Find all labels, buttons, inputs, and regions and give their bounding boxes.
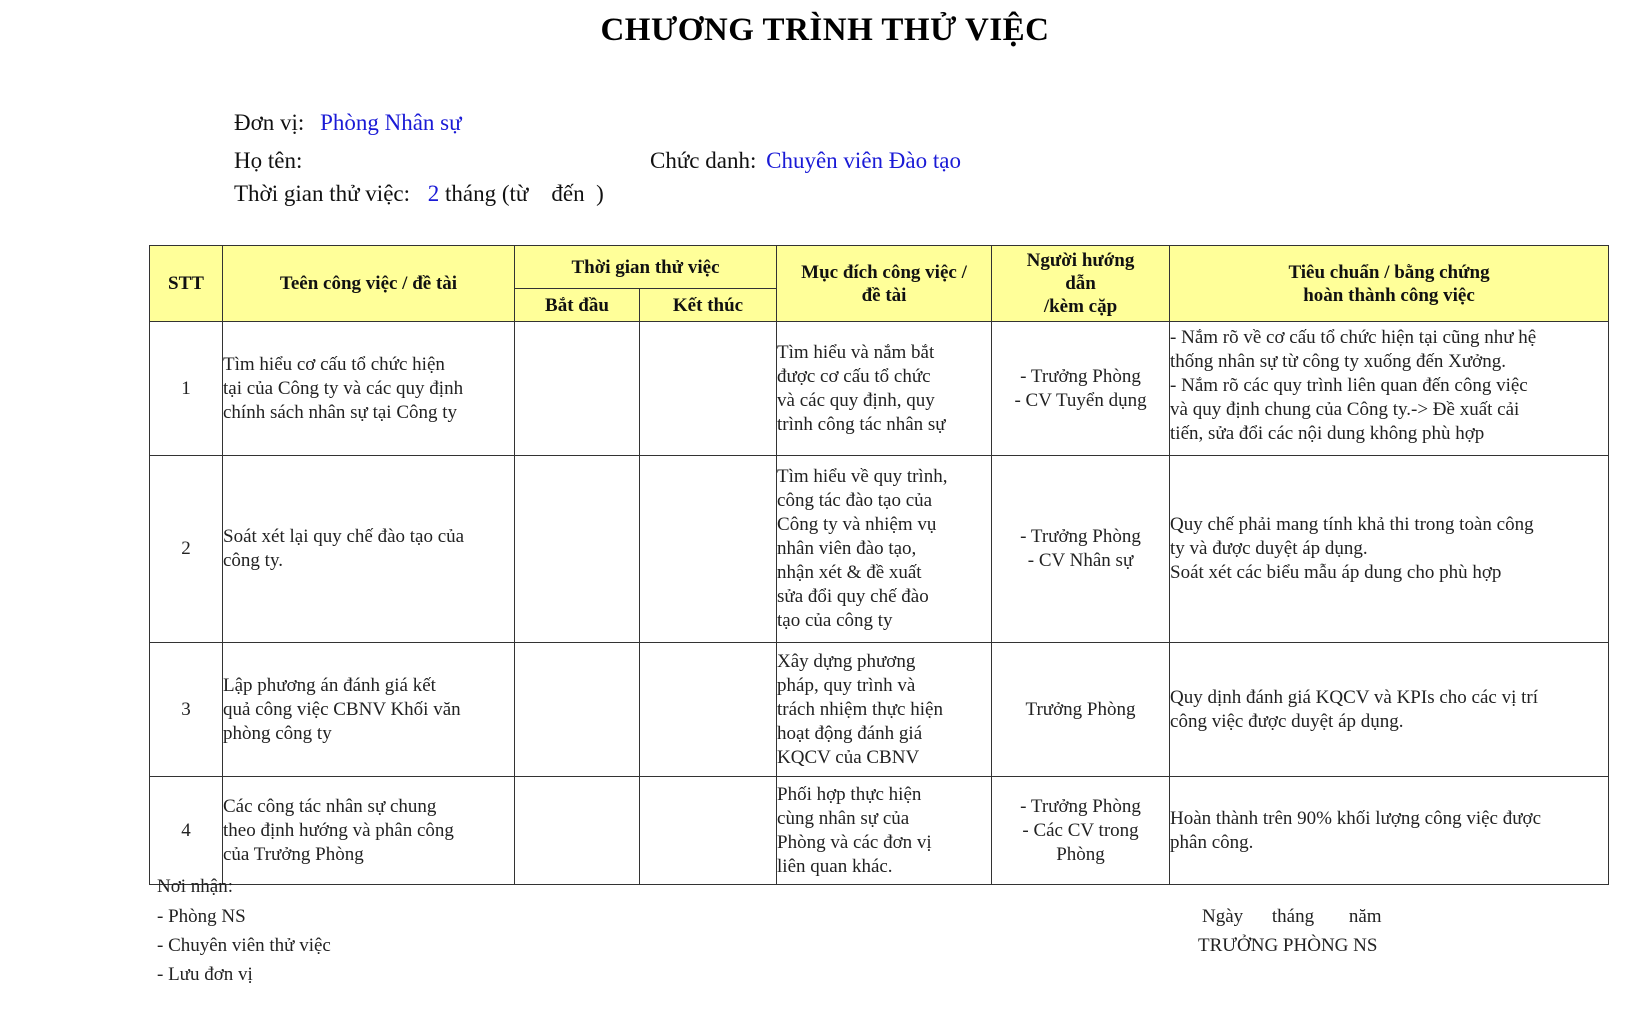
row-stt: 1	[150, 322, 223, 456]
position-value: Chuyên viên Đào tạo	[766, 148, 961, 173]
table-row	[150, 322, 1609, 456]
row-criteria: Hoàn thành trên 90% khối lượng công việc được phân công.	[1170, 777, 1609, 885]
header-row-top	[150, 246, 1609, 289]
header-task: Teên công việc / đề tài	[223, 246, 515, 322]
row-criteria: Quy chế phải mang tính khả thi trong toàn công ty và được duyệt áp dụng. Soát xét các biểu mẫu áp dung cho phù hợp	[1170, 456, 1609, 643]
row-purpose: Tìm hiểu về quy trình, công tác đào tạo của Công ty và nhiệm vụ nhân viên đào tạo, nhận xét & đề xuất sửa đổi quy chế đào tạo của công ty	[777, 456, 992, 643]
row-criteria: Quy dịnh đánh giá KQCV và KPIs cho các vị trí công việc được duyệt áp dụng.	[1170, 643, 1609, 777]
unit-line	[234, 110, 462, 136]
header-time: Thời gian thử việc	[515, 246, 777, 289]
date-day-label: Ngày	[1202, 906, 1244, 927]
table-row	[150, 777, 1609, 885]
header-purpose: Mục đích công việc / đề tài	[777, 246, 992, 322]
header-stt: STT	[150, 246, 223, 322]
recipient-item: - Chuyên viên thử việc	[157, 935, 331, 956]
probation-table	[149, 245, 1609, 885]
period-label: Thời gian thử việc:	[234, 181, 411, 206]
recipients-label: Nơi nhận:	[157, 876, 234, 897]
table-row	[150, 456, 1609, 643]
period-rest: tháng (từ đến )	[445, 181, 604, 206]
document-title: CHƯƠNG TRÌNH THỬ VIỆC	[600, 12, 1050, 48]
row-end-date	[640, 777, 777, 885]
date-year-label: năm	[1348, 906, 1382, 927]
position-label: Chức danh:	[650, 148, 757, 173]
recipient-item: - Phòng NS	[157, 906, 246, 927]
period-line	[234, 181, 604, 207]
row-mentor: - Trưởng Phòng - CV Tuyển dụng	[992, 322, 1170, 456]
row-start-date	[515, 456, 640, 643]
signer-title: TRƯỞNG PHÒNG NS	[1198, 935, 1378, 956]
row-task: Các công tác nhân sự chung theo định hướng và phân công của Trưởng Phòng	[223, 777, 515, 885]
row-mentor: Trưởng Phòng	[992, 643, 1170, 777]
row-stt: 3	[150, 643, 223, 777]
period-number: 2	[427, 181, 440, 206]
row-task: Tìm hiểu cơ cấu tổ chức hiện tại của Công ty và các quy định chính sách nhân sự tại Công ty	[223, 322, 515, 456]
row-stt: 2	[150, 456, 223, 643]
row-stt: 4	[150, 777, 223, 885]
row-purpose: Xây dựng phương pháp, quy trình và trách nhiệm thực hiện hoạt động đánh giá KQCV của CBNV	[777, 643, 992, 777]
unit-value: Phòng Nhân sự	[320, 110, 462, 135]
table-row	[150, 643, 1609, 777]
row-start-date	[515, 322, 640, 456]
row-task: Soát xét lại quy chế đào tạo của công ty.	[223, 456, 515, 643]
row-purpose: Tìm hiểu và nắm bắt được cơ cấu tổ chức và các quy định, quy trình công tác nhân sự	[777, 322, 992, 456]
name-label: Họ tên:	[234, 148, 303, 173]
row-task: Lập phương án đánh giá kết quả công việc CBNV Khối văn phòng công ty	[223, 643, 515, 777]
table-body	[150, 322, 1609, 885]
row-end-date	[640, 322, 777, 456]
row-mentor: - Trưởng Phòng - CV Nhân sự	[992, 456, 1170, 643]
name-line	[234, 148, 302, 174]
header-start: Bắt đầu	[515, 289, 640, 322]
position-line	[650, 148, 961, 174]
header-end: Kết thúc	[640, 289, 777, 322]
recipient-item: - Lưu đơn vị	[157, 964, 253, 985]
signature-date-line	[1202, 906, 1382, 928]
row-start-date	[515, 643, 640, 777]
row-purpose: Phối hợp thực hiện cùng nhân sự của Phòng và các đơn vị liên quan khác.	[777, 777, 992, 885]
header-criteria: Tiêu chuẩn / bằng chứng hoàn thành công việc	[1170, 246, 1609, 322]
header-mentor: Người hướng dẫn /kèm cặp	[992, 246, 1170, 322]
date-month-label: tháng	[1271, 906, 1315, 927]
row-criteria: - Nắm rõ về cơ cấu tổ chức hiện tại cũng như hệ thống nhân sự từ công ty xuống đến Xưởng. - Nắm rõ các quy trình liên quan đến công việc và quy định chung của Công ty.-> Đề xuất cải tiến, sửa đổi các nội dung không phù hợp	[1170, 322, 1609, 456]
row-end-date	[640, 456, 777, 643]
row-end-date	[640, 643, 777, 777]
unit-label: Đơn vị:	[234, 110, 305, 135]
row-start-date	[515, 777, 640, 885]
row-mentor: - Trưởng Phòng - Các CV trong Phòng	[992, 777, 1170, 885]
